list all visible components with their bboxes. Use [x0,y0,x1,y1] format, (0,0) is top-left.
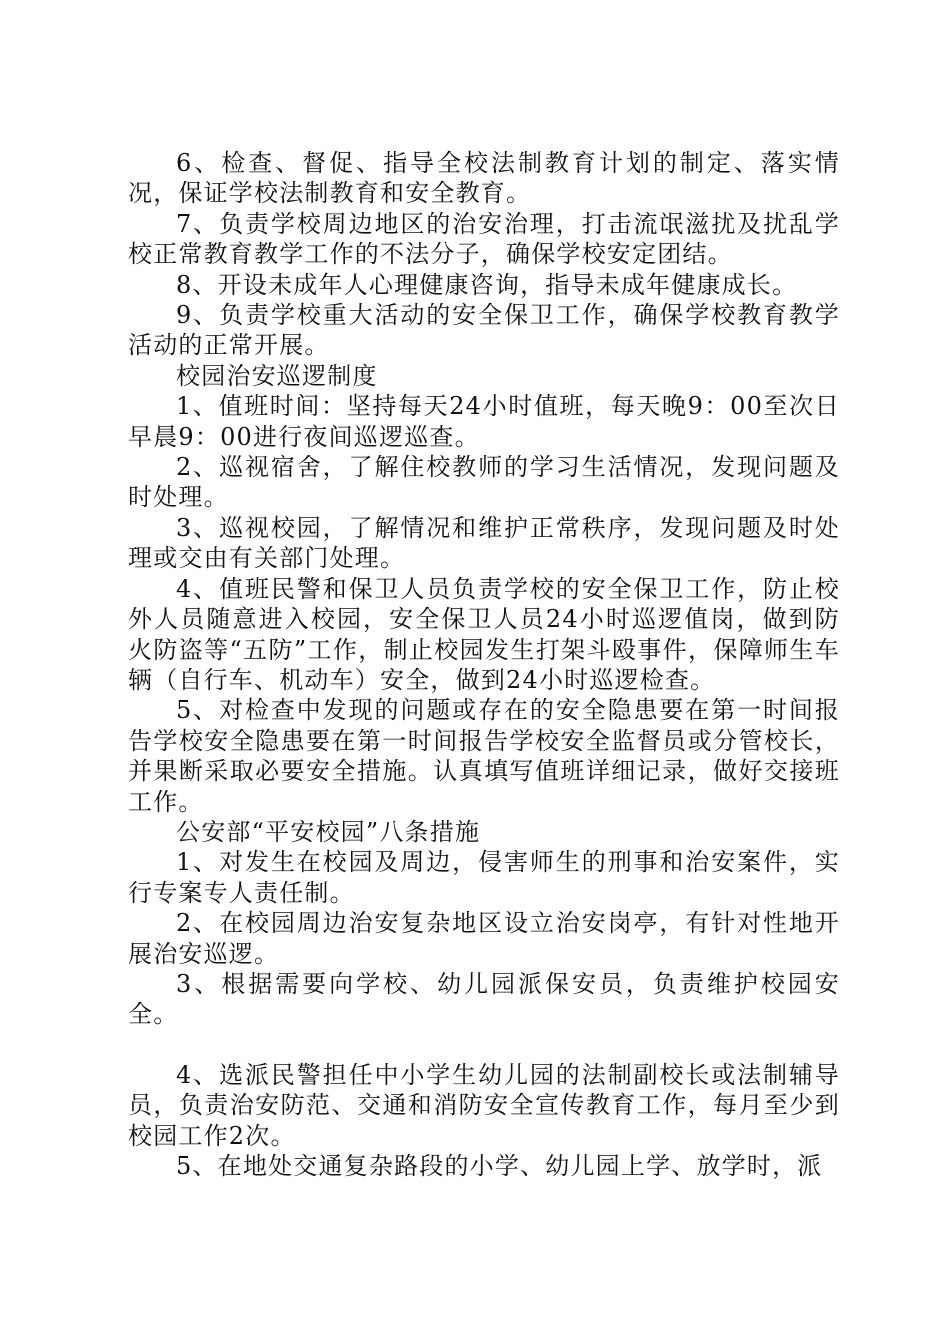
paragraph-duty-7: 7、负责学校周边地区的治安治理，打击流氓滋扰及扰乱学校正常教育教学工作的不法分子，确保学校安定团结。 [128,209,840,269]
paragraph-duty-6: 6、检查、督促、指导全校法制教育计划的制定、落实情况，保证学校法制教育和安全教育。 [128,149,840,208]
paragraph-measure-3: 3、根据需要向学校、幼儿园派保安员，负责维护校园安全。 [128,969,840,1029]
paragraph-measure-5: 5、在地处交通复杂路段的小学、幼儿园上学、放学时，派 [176,1152,823,1180]
section-heading-measures: 公安部“平安校园”八条措施 [176,817,481,846]
paragraph-patrol-2: 2、巡视宿舍，了解住校教师的学习生活情况，发现问题及时处理。 [128,453,840,512]
paragraph-patrol-4: 4、值班民警和保卫人员负责学校的安全保卫工作，防止校外人员随意进入校园，安全保卫人员24小时巡逻值岗，做到防火防盗等“五防”工作，制止校园发生打架斗殴事件，保障师生车辆（自行车、机动车）安全，做到24小时巡逻检查。 [128,574,840,694]
blank-line [128,1030,840,1060]
paragraph-patrol-3: 3、巡视校园，了解情况和维护正常秩序，发现问题及时处理或交由有关部门处理。 [128,513,840,573]
paragraph-patrol-5: 5、对检查中发现的问题或存在的安全隐患要在第一时间报告学校安全隐患要在第一时间报告学校安全监督员或分管校长，并果断采取必要安全措施。认真填写值班详细记录，做好交接班工作。 [128,696,840,816]
paragraph-patrol-1: 1、值班时间：坚持每天24小时值班，每天晚9：00至次日早晨9：00进行夜间巡逻巡查。 [128,392,840,451]
paragraph-duty-8: 8、开设未成年人心理健康咨询，指导未成年健康成长。 [176,270,798,299]
document-body [128,148,840,1181]
paragraph-measure-4: 4、选派民警担任中小学生幼儿园的法制副校长或法制辅导员，负责治安防范、交通和消防安全宣传教育工作，每月至少到校园工作2次。 [128,1060,840,1150]
paragraph-measure-2: 2、在校园周边治安复杂地区设立治安岗亭，有针对性地开展治安巡逻。 [128,909,840,968]
section-heading-patrol: 校园治安巡逻制度 [176,361,378,390]
paragraph-duty-9: 9、负责学校重大活动的安全保卫工作，确保学校教育教学活动的正常开展。 [128,301,840,360]
paragraph-measure-1: 1、对发生在校园及周边，侵害师生的刑事和治安案件，实行专案专人责任制。 [128,848,840,907]
